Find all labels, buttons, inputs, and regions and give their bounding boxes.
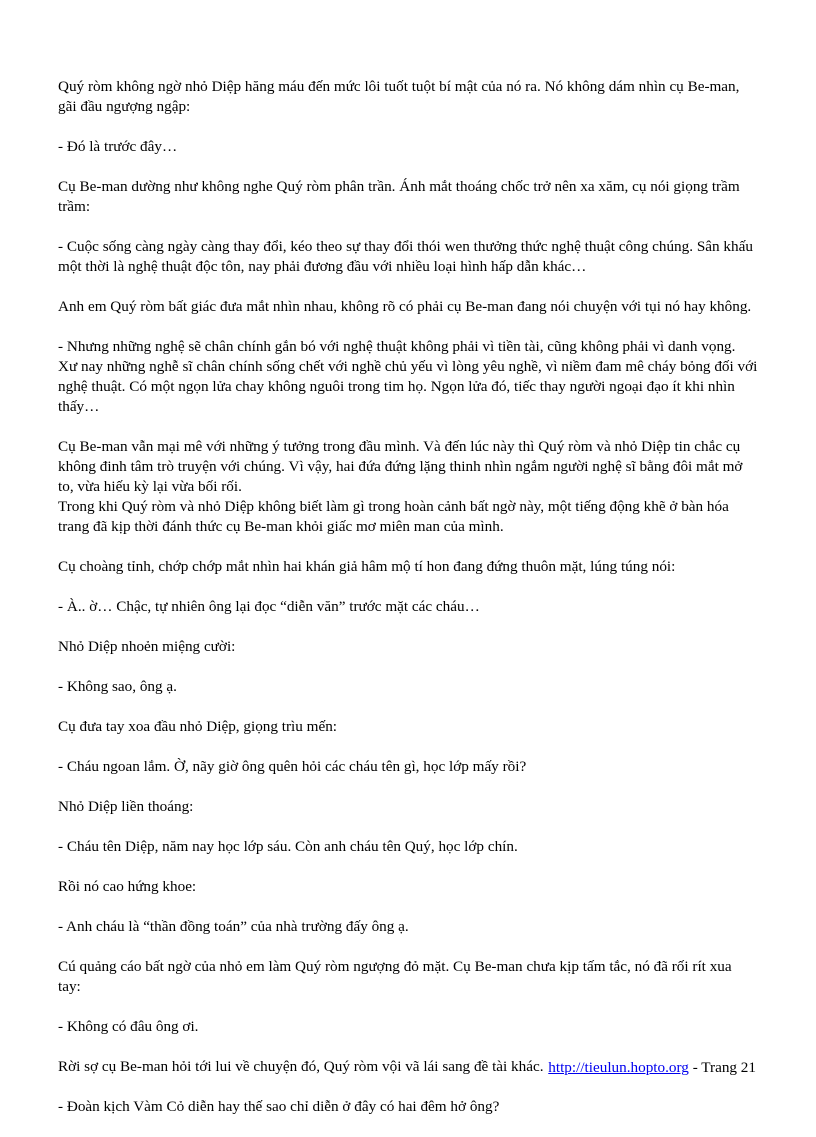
document-body (58, 77, 758, 1137)
paragraph: Anh em Quý ròm bất giác đưa mắt nhìn nhau, không rõ có phải cụ Be-man đang nói chuyện với tụi nó hay không. (58, 298, 752, 315)
paragraph: - Cháu tên Diệp, năm nay học lớp sáu. Còn anh cháu tên Quý, học lớp chín. (58, 838, 518, 855)
paragraph: Rời sợ cụ Be-man hỏi tới lui về chuyện đó, Quý ròm vội vã lái sang đề tài khác. (58, 1058, 544, 1075)
paragraph: Trong khi Quý ròm và nhỏ Diệp không biết làm gì trong hoàn cảnh bất ngờ này, một tiếng động khẽ ở bàn hóa trang đã kịp thời đánh thức cụ Be-man khỏi giấc mơ miên man của mình. (58, 498, 729, 535)
paragraph: Nhỏ Diệp nhoẻn miệng cười: (58, 638, 236, 655)
paragraph: Rồi nó cao hứng khoe: (58, 878, 197, 895)
paragraph: Cụ Be-man dường như không nghe Quý ròm phân trần. Ánh mắt thoáng chốc trở nên xa xăm, cụ nói giọng trầm trầm: (58, 178, 740, 215)
page-number: - Trang 21 (688, 1059, 756, 1076)
paragraph: - Cháu ngoan lắm. Ờ, nãy giờ ông quên hỏi các cháu tên gì, học lớp mấy rồi? (58, 758, 527, 775)
paragraph: Cụ Be-man vẫn mại mê với những ý tưởng trong đầu mình. Và đến lúc này thì Quý ròm và nhỏ Diệp tin chắc cụ không đinh tâm trò truyện với chúng. Vì vậy, hai đứa đứng lặng thinh nhìn ngắm người nghệ sĩ bằng đôi mắt mở to, vừa hiếu kỳ lại vừa bối rối. (58, 438, 743, 495)
paragraph: Cụ đưa tay xoa đầu nhỏ Diệp, giọng trìu mến: (58, 718, 338, 735)
source-link[interactable]: http://tieulun.hopto.org (548, 1059, 689, 1076)
paragraph: - Không sao, ông ạ. (58, 678, 177, 695)
paragraph: - Không có đâu ông ơi. (58, 1018, 199, 1035)
paragraph: Quý ròm không ngờ nhỏ Diệp hăng máu đến mức lôi tuốt tuột bí mật của nó ra. Nó không dám nhìn cụ Be-man, gãi đầu ngượng ngập: (58, 78, 740, 115)
paragraph: - Nhưng những nghệ sẽ chân chính gắn bó với nghệ thuật không phải vì tiền tài, cũng không phải vì danh vọng. Xư nay những nghễ sĩ chân chính sống chết với nghề chủ yếu vì lòng yêu nghề, vì niềm đam mê cháy bỏng đối với nghệ thuật. Có một ngọn lửa chay không nguôi trong tim họ. Ngọn lửa đó, tiếc thay người ngoại đạo ít khi nhìn thấy… (58, 338, 758, 415)
paragraph: - Đó là trước đây… (58, 138, 178, 155)
paragraph: Nhỏ Diệp liền thoáng: (58, 798, 194, 815)
paragraph: Cú quảng cáo bất ngờ của nhỏ em làm Quý ròm ngượng đỏ mặt. Cụ Be-man chưa kịp tấm tắc, nó đã rối rít xua tay: (58, 958, 732, 995)
paragraph: - Cuộc sống càng ngày càng thay đổi, kéo theo sự thay đổi thói wen thưởng thức nghệ thuật công chúng. Sân khấu một thời là nghệ thuật độc tôn, nay phải đương đầu với nhiều loại hình hấp dẫn khác… (58, 238, 753, 275)
paragraph: - Anh cháu là “thần đồng toán” của nhà trường đấy ông ạ. (58, 918, 409, 935)
page-footer (548, 1058, 756, 1078)
paragraph: - Đoàn kịch Vàm Cỏ diễn hay thế sao chỉ diễn ở đây có hai đêm hở ông? (58, 1098, 500, 1115)
paragraph: - À.. ờ… Chậc, tự nhiên ông lại đọc “diễn văn” trước mặt các cháu… (58, 598, 480, 615)
paragraph: Cụ choàng tỉnh, chớp chớp mắt nhìn hai khán giả hâm mộ tí hon đang đứng thuôn mặt, lúng túng nói: (58, 558, 676, 575)
